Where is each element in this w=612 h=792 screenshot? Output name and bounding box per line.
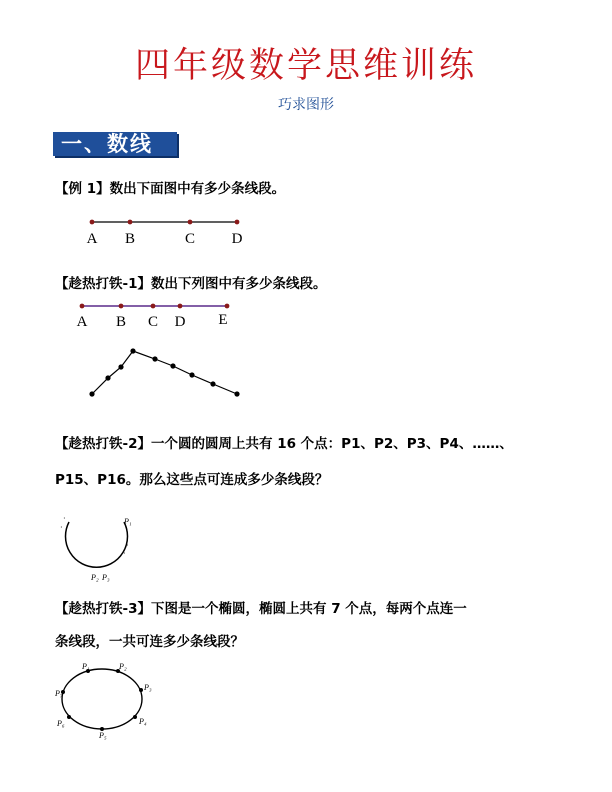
exercise1-point-e <box>225 304 230 309</box>
exercise3-label-p7: P₇ <box>55 689 63 698</box>
example1-label-b: B <box>124 231 136 247</box>
exercise2-question-line1 <box>55 432 513 452</box>
example1-question <box>55 177 285 197</box>
example1-segment-figure <box>80 212 260 248</box>
exercise1-segment-figure <box>70 296 250 332</box>
exercise3-tag: 【趁热打铁-3】 <box>55 601 151 617</box>
exercise2-dots: · <box>63 514 66 523</box>
section-header: 一、数线 <box>53 132 177 156</box>
example1-text: 数出下面图中有多少条线段。 <box>109 181 286 197</box>
exercise2-circle-figure <box>55 510 145 585</box>
exercise3-label-p5: P₅ <box>99 731 107 740</box>
example1-label-d: D <box>231 231 243 247</box>
exercise2-label-p2: P₂ <box>91 573 99 582</box>
exercise1-label-a: A <box>76 314 88 330</box>
exercise3-label-p2: P₂ <box>119 662 127 671</box>
exercise3-label-p1: P₁ <box>82 662 90 671</box>
exercise3-question-line1 <box>55 597 467 617</box>
exercise3-label-p6: P₆ <box>57 719 65 728</box>
exercise2-circle <box>66 522 128 567</box>
polyline-point <box>105 375 110 380</box>
ellipse-point <box>67 715 71 719</box>
exercise1-point-b <box>119 304 124 309</box>
exercise3-text-1: 下图是一个椭圆，椭圆上共有 7 个点，每两个点连一 <box>151 601 467 617</box>
exercise1-label-e: E <box>218 312 228 328</box>
exercise1-label-b: B <box>115 314 127 330</box>
polyline-point <box>89 391 94 396</box>
exercise2-dots: · <box>126 541 129 550</box>
ellipse-point <box>133 715 137 719</box>
example1-point-c <box>188 220 193 225</box>
example1-tag: 【例 1】 <box>55 181 110 197</box>
exercise2-label-p3: P₃ <box>102 573 110 582</box>
polyline-point <box>118 364 123 369</box>
exercise2-dots: · <box>123 549 126 558</box>
example1-label-a: A <box>86 231 98 247</box>
example1-point-a <box>90 220 95 225</box>
page-title: 四年级数学思维训练 <box>134 46 477 86</box>
exercise1-label-d: D <box>174 314 186 330</box>
exercise2-tag: 【趁热打铁-2】 <box>55 436 151 452</box>
exercise2-question-line2: P15、P16。那么这些点可连成多少条线段？ <box>55 472 329 488</box>
polyline-point <box>189 372 194 377</box>
exercise1-text: 数出下列图中有多少条线段。 <box>151 276 327 292</box>
exercise3-label-p4: P₄ <box>139 717 147 726</box>
example1-label-c: C <box>184 231 196 247</box>
exercise1-point-a <box>80 304 85 309</box>
example1-point-b <box>128 220 133 225</box>
exercise2-dots: · <box>60 523 63 532</box>
example1-point-d <box>235 220 240 225</box>
page-subtitle: 巧求图形 <box>278 97 334 113</box>
exercise2-label-p1: P₁ <box>124 517 132 526</box>
ellipse-point <box>139 688 143 692</box>
exercise1-point-d <box>178 304 183 309</box>
exercise1-polyline-figure <box>80 340 250 405</box>
exercise1-polyline <box>92 351 237 394</box>
exercise3-ellipse-figure <box>55 660 165 740</box>
exercise3-label-p3: P₃ <box>144 683 152 692</box>
polyline-point <box>152 356 157 361</box>
polyline-point <box>130 348 135 353</box>
polyline-point <box>234 391 239 396</box>
polyline-point <box>210 381 215 386</box>
exercise1-question <box>55 272 327 292</box>
exercise3-question-line2: 条线段，一共可连多少条线段？ <box>55 634 244 650</box>
exercise3-ellipse <box>62 669 142 729</box>
exercise1-label-c: C <box>147 314 159 330</box>
exercise1-point-c <box>151 304 156 309</box>
polyline-point <box>170 363 175 368</box>
exercise1-tag: 【趁热打铁-1】 <box>55 276 151 292</box>
exercise2-text-1: 一个圆的圆周上共有 16 个点：P1、P2、P3、P4、……、 <box>151 436 513 452</box>
